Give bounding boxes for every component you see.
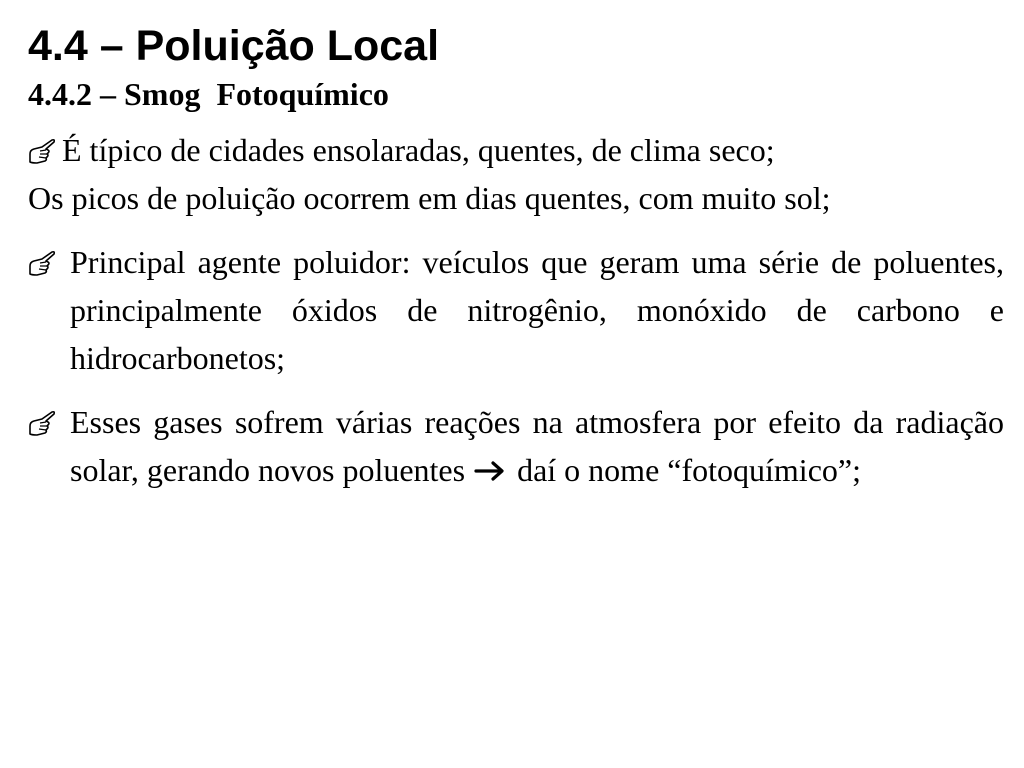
first-bullet-continuation: Os picos de poluição ocorrem em dias quentes, com muito sol; (28, 180, 831, 216)
pointing-hand-icon (28, 238, 70, 286)
bullet-text-with-arrow (70, 398, 1004, 494)
bullet-text: Principal agente poluidor: veículos que geram uma série de poluentes, principalmente óxidos de nitrogênio, monóxido de carbono e hidrocarbonetos; (70, 244, 1004, 376)
slide (28, 18, 1004, 494)
bullet-text-after-arrow: daí o nome “fotoquímico”; (517, 452, 861, 488)
first-bullet-block (28, 126, 1004, 222)
bullet-item (28, 398, 1004, 494)
first-bullet-line (28, 126, 1004, 174)
right-arrow-icon (473, 448, 509, 472)
bullet-text-before-arrow: Esses gases sofrem várias reações na atmosfera por efeito da radiação solar, gerando novos poluentes (70, 404, 1004, 488)
slide-title: 4.4 – Poluição Local (28, 22, 440, 70)
slide-subtitle: 4.4.2 – Smog Fotoquímico (28, 76, 389, 112)
bullet-item (28, 238, 1004, 382)
pointing-hand-icon (28, 398, 70, 446)
first-bullet-text: É típico de cidades ensolaradas, quentes, de clima seco; (62, 132, 775, 168)
pointing-hand-icon (28, 126, 62, 174)
